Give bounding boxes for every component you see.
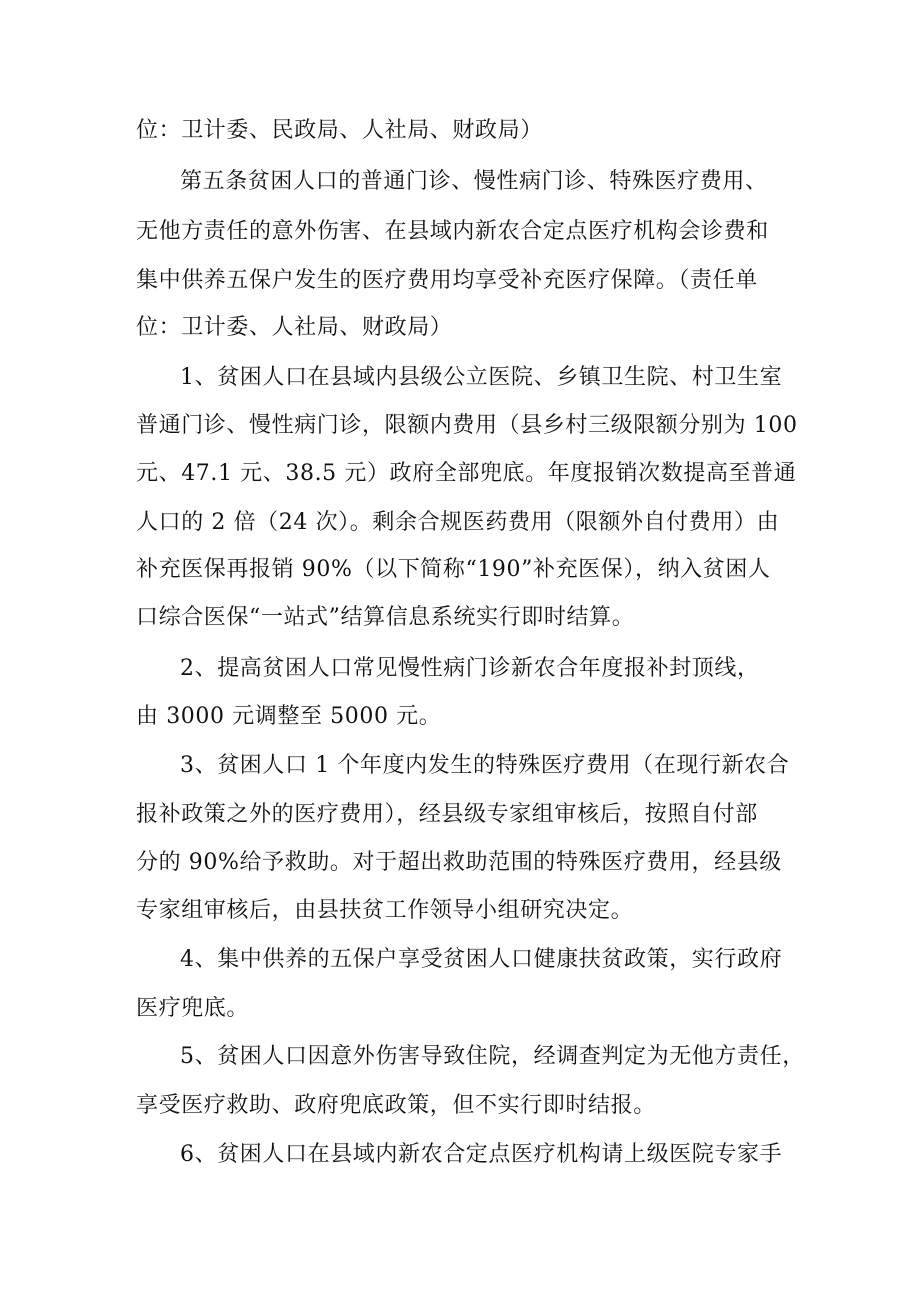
text-line: 由 3000 元调整至 5000 元。 (136, 704, 442, 729)
text-line: 位：卫计委、人社局、财政局） (136, 315, 453, 340)
text-line: 5、贫困人口因意外伤害导致住院，经调查判定为无他方责任， (180, 1044, 805, 1069)
text-line: 医疗兜底。 (136, 996, 250, 1021)
text-line: 2、提高贫困人口常见慢性病门诊新农合年度报补封顶线， (180, 656, 760, 681)
text-line: 集中供养五保户发生的医疗费用均享受补充医疗保障。（责任单 (136, 268, 758, 293)
text-line: 专家组审核后，由县扶贫工作领导小组研究决定。 (136, 898, 634, 923)
text-line: 3、贫困人口 1 个年度内发生的特殊医疗费用（在现行新农合 (180, 753, 790, 778)
text-line: 4、集中供养的五保户享受贫困人口健康扶贫政策，实行政府 (180, 947, 783, 972)
text-line: 补充医保再报销 90%（以下简称“190”补充医保），纳入贫困人 (136, 557, 771, 582)
text-line: 人口的 2 倍（24 次）。剩余合规医药费用（限额外自付费用）由 (136, 510, 780, 535)
text-line: 第五条贫困人口的普通门诊、慢性病门诊、特殊医疗费用、 (180, 169, 768, 194)
text-line: 位：卫计委、民政局、人社局、财政局） (136, 118, 543, 143)
text-line: 享受医疗救助、政府兜底政策，但不实行即时结报。 (136, 1093, 656, 1118)
text-line: 无他方责任的意外伤害、在县域内新农合定点医疗机构会诊费和 (136, 219, 769, 244)
text-line: 元、47.1 元、38.5 元）政府全部兜底。年度报销次数提高至普通 (136, 461, 797, 486)
text-line: 报补政策之外的医疗费用），经县级专家组审核后，按照自付部 (136, 802, 758, 827)
text-line: 普通门诊、慢性病门诊，限额内费用（县乡村三级限额分别为 100 (136, 413, 798, 438)
text-line: 分的 90%给予救助。对于超出救助范围的特殊医疗费用，经县级 (136, 850, 782, 875)
text-line: 1、贫困人口在县域内县级公立医院、乡镇卫生院、村卫生室 (180, 365, 783, 390)
text-line: 6、贫困人口在县域内新农合定点医疗机构请上级医院专家手 (180, 1142, 783, 1167)
text-line: 口综合医保“一站式”结算信息系统实行即时结算。 (136, 605, 635, 630)
